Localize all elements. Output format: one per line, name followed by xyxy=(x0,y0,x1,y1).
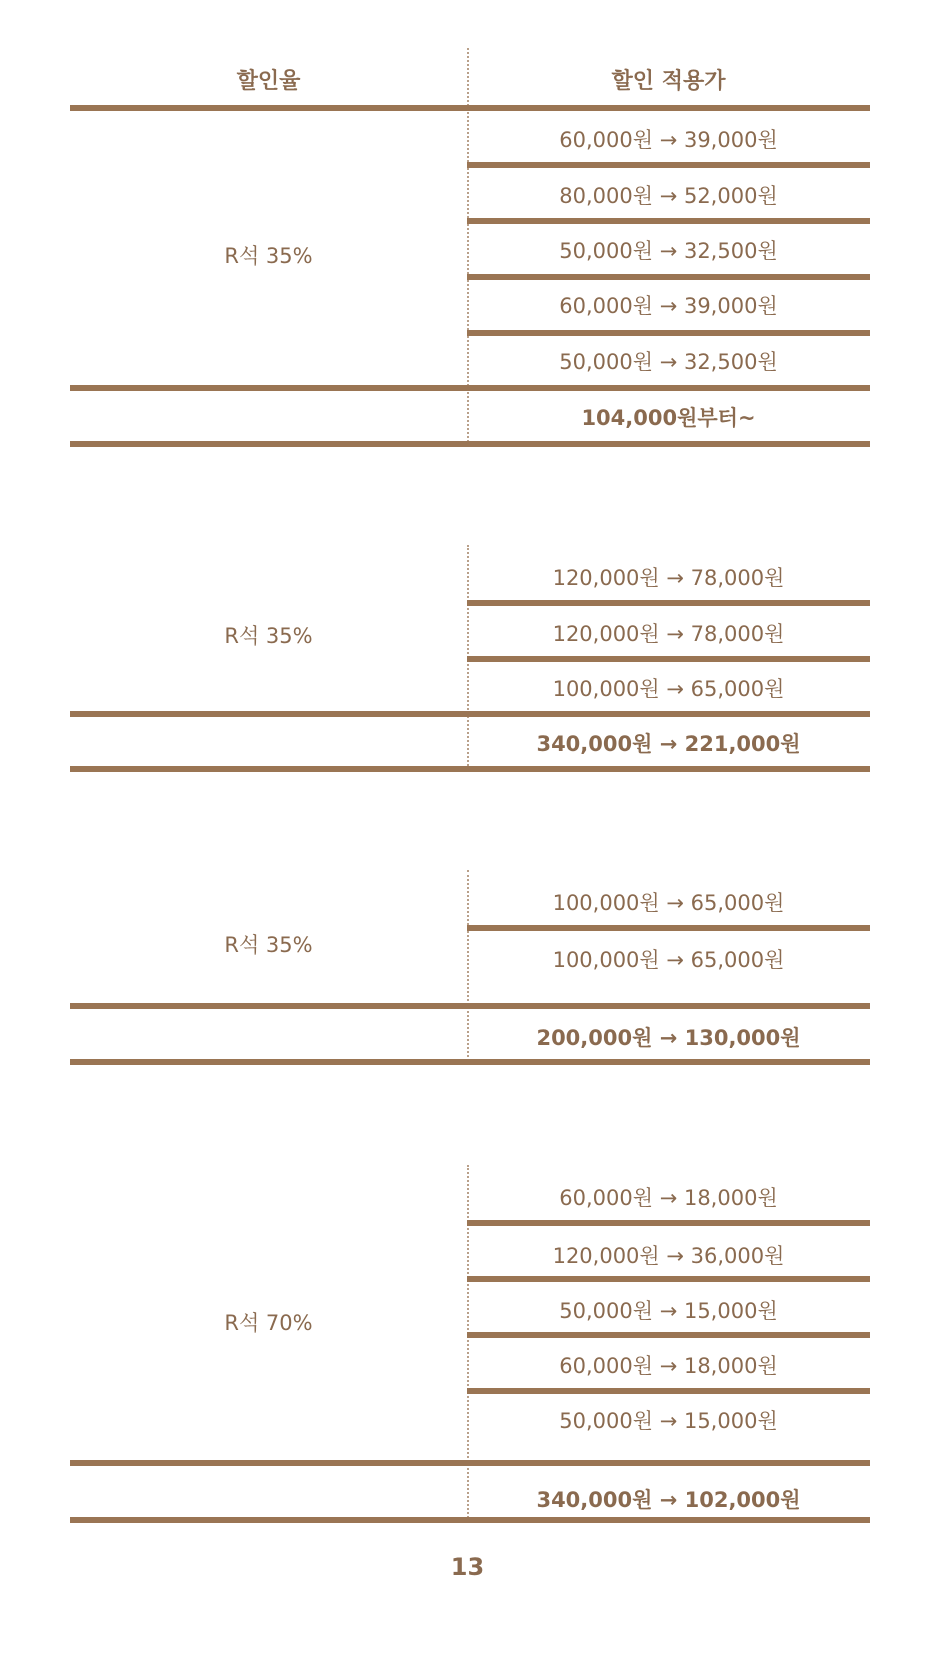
row-rule xyxy=(467,218,870,224)
row-rule xyxy=(467,1388,870,1394)
header-discount-rate: 할인율 xyxy=(236,69,301,94)
total-price: 104,000원부터~ xyxy=(581,406,756,430)
price-row: 50,000원 → 15,000원 xyxy=(559,1299,778,1323)
price-row: 60,000원 → 39,000원 xyxy=(559,128,778,152)
price-row: 100,000원 → 65,000원 xyxy=(552,948,785,972)
rule-total xyxy=(70,385,870,391)
price-row: 100,000원 → 65,000원 xyxy=(552,891,785,915)
price-row: 50,000원 → 32,500원 xyxy=(559,350,778,374)
row-rule xyxy=(467,925,870,931)
total-price: 200,000원 → 130,000원 xyxy=(536,1026,801,1050)
discount-rate: R석 35% xyxy=(224,933,313,957)
row-rule xyxy=(467,274,870,280)
discount-rate: R석 35% xyxy=(224,624,313,648)
price-row: 60,000원 → 39,000원 xyxy=(559,294,778,318)
row-rule xyxy=(467,600,870,606)
price-row: 120,000원 → 36,000원 xyxy=(552,1244,785,1268)
total-price: 340,000원 → 102,000원 xyxy=(536,1488,801,1512)
row-rule xyxy=(467,162,870,168)
rule-section-end xyxy=(70,766,870,772)
row-rule xyxy=(467,330,870,336)
price-row: 80,000원 → 52,000원 xyxy=(559,184,778,208)
price-row: 50,000원 → 15,000원 xyxy=(559,1409,778,1433)
discount-rate: R석 35% xyxy=(224,244,313,268)
header-discounted-price: 할인 적용가 xyxy=(611,69,726,94)
row-rule xyxy=(467,656,870,662)
total-price: 340,000원 → 221,000원 xyxy=(536,732,801,756)
discount-rate: R석 70% xyxy=(224,1311,313,1335)
column-divider xyxy=(467,1165,469,1522)
rule-section-end xyxy=(70,1059,870,1065)
rule-section-end xyxy=(70,1517,870,1523)
price-row: 100,000원 → 65,000원 xyxy=(552,677,785,701)
rule-section-end xyxy=(70,441,870,447)
row-rule xyxy=(467,1332,870,1338)
price-row: 60,000원 → 18,000원 xyxy=(559,1354,778,1378)
price-row: 120,000원 → 78,000원 xyxy=(552,622,785,646)
price-row: 120,000원 → 78,000원 xyxy=(552,566,785,590)
rule-header xyxy=(70,105,870,111)
row-rule xyxy=(467,1276,870,1282)
row-rule xyxy=(467,1220,870,1226)
rule-total xyxy=(70,711,870,717)
rule-total xyxy=(70,1003,870,1009)
price-row: 60,000원 → 18,000원 xyxy=(559,1186,778,1210)
page-number: 13 xyxy=(450,1553,485,1581)
rule-total xyxy=(70,1460,870,1466)
price-row: 50,000원 → 32,500원 xyxy=(559,239,778,263)
